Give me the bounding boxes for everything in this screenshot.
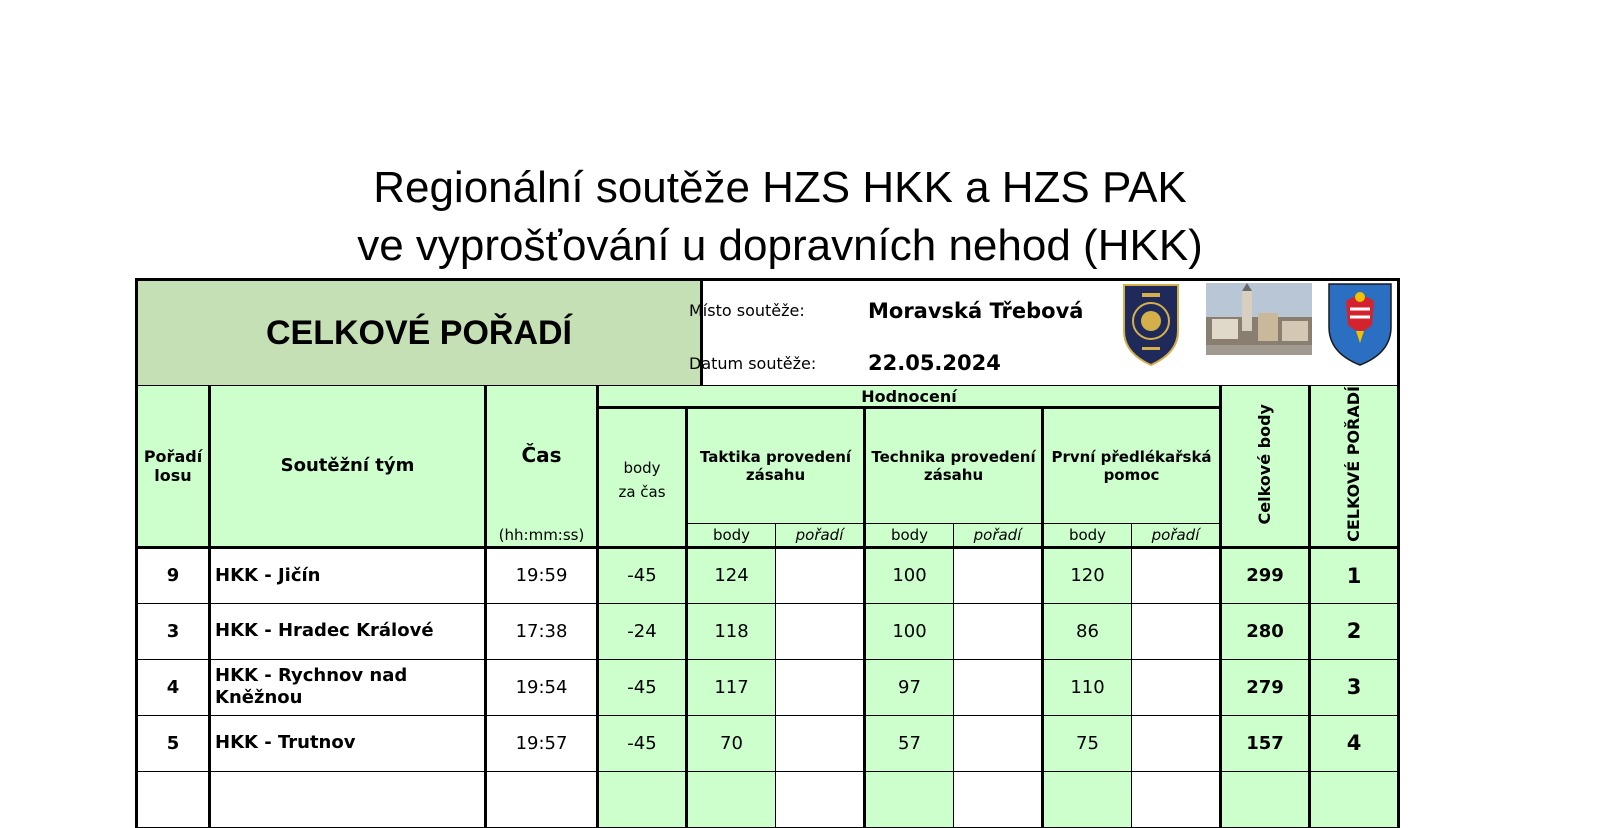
- table-row: [137, 603, 1399, 659]
- team-header: Soutěžní tým: [210, 386, 486, 548]
- tactics-rank-cell: [776, 771, 865, 827]
- total-points-cell: 299: [1221, 547, 1310, 603]
- team-cell: [210, 771, 486, 827]
- tactics-points-cell: 124: [687, 547, 776, 603]
- technique-rank-cell: [954, 771, 1043, 827]
- overall-rank-cell: 2: [1310, 603, 1399, 659]
- first-aid-points-cell: 110: [1043, 659, 1132, 715]
- technique-points-cell: 100: [865, 547, 954, 603]
- table-row: [137, 715, 1399, 771]
- overall-rank-cell: [1310, 771, 1399, 827]
- first-aid-points-cell: [1043, 771, 1132, 827]
- table-row: [137, 771, 1399, 827]
- technique-rank-cell: [954, 659, 1043, 715]
- draw-order-header: Pořadí losu: [137, 386, 210, 548]
- tactics-header: Taktika provedení zásahu: [687, 408, 865, 524]
- date-label: Datum soutěže:: [689, 354, 817, 373]
- first-aid-points-cell: 120: [1043, 547, 1132, 603]
- time-header: Čas: [486, 386, 598, 524]
- document-title-line1: Regionální soutěže HZS HKK a HZS PAK: [373, 163, 1187, 212]
- first-aid-rank-header: pořadí: [1132, 523, 1221, 547]
- overall-rank-cell: 4: [1310, 715, 1399, 771]
- technique-points-cell: 57: [865, 715, 954, 771]
- time-points-cell: -45: [598, 659, 687, 715]
- time-cell: 19:59: [486, 547, 598, 603]
- first-aid-rank-cell: [1132, 659, 1221, 715]
- total-points-cell: 157: [1221, 715, 1310, 771]
- first-aid-points-cell: 75: [1043, 715, 1132, 771]
- team-cell: HKK - Trutnov: [210, 715, 486, 771]
- technique-points-header: body: [865, 523, 954, 547]
- technique-rank-cell: [954, 603, 1043, 659]
- team-cell: HKK - Jičín: [210, 547, 486, 603]
- first-aid-header: První předlékařská pomoc: [1043, 408, 1221, 524]
- technique-rank-cell: [954, 715, 1043, 771]
- place-label: Místo soutěže:: [689, 301, 805, 320]
- draw-cell: 5: [137, 715, 210, 771]
- table-row: [137, 659, 1399, 715]
- tactics-points-cell: [687, 771, 776, 827]
- table-row: [137, 547, 1399, 603]
- time-points-cell: -45: [598, 547, 687, 603]
- document-title-line2: ve vyprošťování u dopravních nehod (HKK): [357, 221, 1203, 270]
- time-format-header: (hh:mm:ss): [486, 523, 598, 547]
- header-block: [135, 278, 1400, 388]
- draw-cell: 4: [137, 659, 210, 715]
- technique-rank-header: pořadí: [954, 523, 1043, 547]
- time-points-label-1: body: [623, 459, 661, 478]
- draw-cell: 9: [137, 547, 210, 603]
- technique-points-cell: 100: [865, 603, 954, 659]
- team-cell: HKK - Rychnov nad Kněžnou: [210, 659, 486, 715]
- technique-header: Technika provedení zásahu: [865, 408, 1043, 524]
- time-cell: 19:57: [486, 715, 598, 771]
- time-cell: 17:38: [486, 603, 598, 659]
- date-value: 22.05.2024: [868, 351, 1001, 375]
- tactics-rank-cell: [776, 547, 865, 603]
- tactics-rank-cell: [776, 659, 865, 715]
- technique-rank-cell: [954, 547, 1043, 603]
- technique-points-cell: 97: [865, 659, 954, 715]
- draw-cell: 3: [137, 603, 210, 659]
- place-value: Moravská Třebová: [868, 299, 1084, 323]
- tactics-points-cell: 118: [687, 603, 776, 659]
- total-points-header: [1221, 386, 1310, 548]
- first-aid-rank-cell: [1132, 603, 1221, 659]
- time-cell: [486, 771, 598, 827]
- tactics-points-header: body: [687, 523, 776, 547]
- tactics-rank-cell: [776, 715, 865, 771]
- town-square-photo-icon: [1206, 283, 1312, 355]
- overall-ranking-heading: CELKOVÉ POŘADÍ: [138, 281, 703, 385]
- overall-rank-label: CELKOVÉ POŘADÍ: [1344, 386, 1363, 542]
- time-points-header: [598, 408, 687, 548]
- total-points-cell: 280: [1221, 603, 1310, 659]
- firefighter-emblem-icon: [1120, 281, 1182, 367]
- tactics-rank-header: pořadí: [776, 523, 865, 547]
- coat-of-arms-icon: [1326, 281, 1394, 367]
- overall-rank-cell: 3: [1310, 659, 1399, 715]
- tactics-rank-cell: [776, 603, 865, 659]
- first-aid-rank-cell: [1132, 715, 1221, 771]
- total-points-cell: [1221, 771, 1310, 827]
- overall-rank-header: [1310, 386, 1399, 548]
- draw-cell: [137, 771, 210, 827]
- total-points-label: Celkové body: [1255, 403, 1274, 525]
- time-points-cell: -24: [598, 603, 687, 659]
- time-points-label-2: za čas: [618, 483, 666, 502]
- time-points-cell: [598, 771, 687, 827]
- team-cell: HKK - Hradec Králové: [210, 603, 486, 659]
- evaluation-header: Hodnocení: [598, 386, 1221, 408]
- first-aid-rank-cell: [1132, 547, 1221, 603]
- time-cell: 19:54: [486, 659, 598, 715]
- first-aid-points-cell: 86: [1043, 603, 1132, 659]
- time-points-cell: -45: [598, 715, 687, 771]
- tactics-points-cell: 117: [687, 659, 776, 715]
- overall-rank-cell: 1: [1310, 547, 1399, 603]
- first-aid-points-header: body: [1043, 523, 1132, 547]
- results-table: [135, 385, 1400, 828]
- technique-points-cell: [865, 771, 954, 827]
- tactics-points-cell: 70: [687, 715, 776, 771]
- first-aid-rank-cell: [1132, 771, 1221, 827]
- total-points-cell: 279: [1221, 659, 1310, 715]
